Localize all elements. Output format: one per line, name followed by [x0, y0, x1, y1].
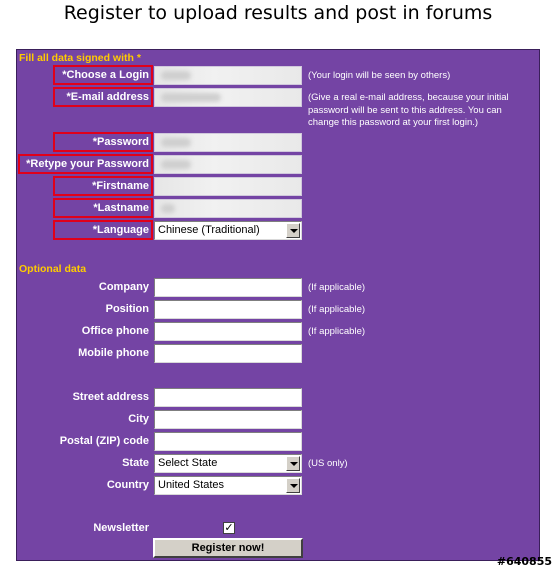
page-title: Register to upload results and post in forums — [63, 2, 493, 24]
newsletter-label: Newsletter — [93, 522, 149, 534]
mobile-phone-input[interactable] — [154, 344, 302, 363]
registration-form — [16, 49, 540, 561]
password-input[interactable] — [154, 133, 302, 152]
city-input[interactable] — [154, 410, 302, 429]
watermark: #640855 — [496, 555, 552, 568]
position-note: (If applicable) — [308, 304, 366, 315]
email-note-line-1: (Give a real e-mail address, because your initial — [308, 92, 509, 103]
language-select[interactable] — [154, 221, 302, 240]
redacted-value — [161, 204, 175, 213]
state-select[interactable] — [154, 454, 302, 473]
office-phone-label: Office phone — [81, 325, 149, 337]
state-note: (US only) — [308, 458, 348, 469]
newsletter-checkbox[interactable]: ✓ — [224, 521, 234, 534]
company-label: Company — [98, 281, 149, 293]
lastname-input[interactable] — [154, 199, 302, 218]
firstname-input[interactable] — [154, 177, 302, 196]
postal-code-label: Postal (ZIP) code — [59, 435, 149, 447]
email-note-line-2: password will be sent to this address. You can — [308, 104, 502, 116]
required-section-heading: Fill all data signed with * — [19, 52, 141, 64]
email-input[interactable] — [154, 88, 302, 107]
company-input[interactable] — [154, 278, 302, 297]
company-note: (If applicable) — [308, 282, 366, 293]
postal-code-input[interactable] — [154, 432, 302, 451]
mobile-phone-label: Mobile phone — [78, 347, 149, 359]
position-label: Position — [105, 303, 149, 315]
language-label: *Language — [92, 224, 149, 236]
register-button[interactable]: Register now! — [153, 538, 303, 558]
chevron-down-icon[interactable] — [286, 456, 300, 471]
position-input[interactable] — [154, 300, 302, 319]
login-note: (Your login will be seen by others) — [308, 70, 451, 81]
chevron-down-icon[interactable] — [286, 478, 300, 493]
redacted-value — [161, 160, 191, 169]
redacted-value — [161, 93, 221, 102]
office-phone-input[interactable] — [154, 322, 302, 341]
retype-password-input[interactable] — [154, 155, 302, 174]
country-select[interactable] — [154, 476, 302, 495]
city-label: City — [128, 413, 149, 425]
email-note-line-3: change this password at your first login.) — [308, 117, 479, 128]
lastname-label: *Lastname — [93, 202, 149, 214]
optional-section-heading: Optional data — [19, 263, 87, 275]
street-address-input[interactable] — [154, 388, 302, 407]
password-label: *Password — [92, 136, 149, 148]
street-address-label: Street address — [72, 391, 149, 403]
language-selected-value: Chinese (Traditional) — [158, 224, 260, 236]
redacted-value — [161, 138, 191, 147]
login-input[interactable] — [154, 66, 302, 85]
state-selected-value: Select State — [158, 457, 218, 469]
country-label: Country — [106, 479, 149, 491]
office-phone-note: (If applicable) — [308, 326, 366, 337]
state-label: State — [122, 457, 149, 469]
retype-password-label: *Retype your Password — [26, 158, 149, 170]
email-label: *E-mail address — [66, 91, 149, 103]
country-selected-value: United States — [158, 479, 225, 491]
login-label: *Choose a Login — [62, 69, 149, 81]
firstname-label: *Firstname — [92, 180, 149, 192]
chevron-down-icon[interactable] — [286, 223, 300, 238]
redacted-value — [161, 71, 191, 80]
